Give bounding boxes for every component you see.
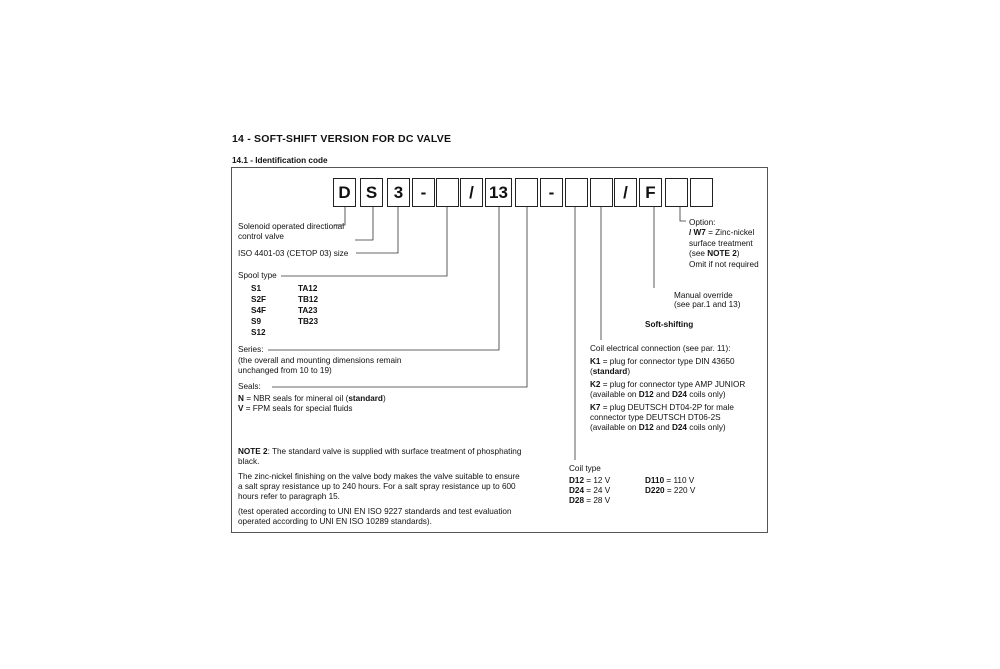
spool-type-title: Spool type xyxy=(238,271,277,280)
code-box-13: F xyxy=(639,178,662,207)
note2-p1a: NOTE 2: The standard valve is supplied with surface treatment of phosphating xyxy=(238,447,522,456)
note2-p2b: a salt spray resistance up to 240 hours. For a salt spray resistance up to 600 xyxy=(238,482,516,491)
spool-s1: S1 xyxy=(251,284,262,293)
code-box-2: S xyxy=(360,178,383,207)
note2-p3b: operated according to UNI EN ISO 10289 standards). xyxy=(238,517,432,526)
coil-type-d24: D24 = 24 V xyxy=(569,486,611,495)
spool-s12: S12 xyxy=(251,328,266,337)
coil-type-d12: D12 = 12 V xyxy=(569,476,611,485)
option-title: Option: xyxy=(689,218,716,227)
code-box-6: / xyxy=(460,178,483,207)
section-title: 14 - SOFT-SHIFT VERSION FOR DC VALVE xyxy=(232,133,452,145)
option-line4: Omit if not required xyxy=(689,260,759,269)
spool-ta12: TA12 xyxy=(298,284,318,293)
coil-conn-k7-line2: connector type DEUTSCH DT06-2S xyxy=(590,413,721,422)
note2-p2c: hours refer to paragraph 15. xyxy=(238,492,340,501)
subsection-title: 14.1 - Identification code xyxy=(232,156,328,165)
code-box-9: - xyxy=(540,178,563,207)
spool-s2f: S2F xyxy=(251,295,267,304)
option-line2: surface treatment xyxy=(689,239,753,248)
solenoid-line1: Solenoid operated directional xyxy=(238,222,345,231)
code-box-7: 13 xyxy=(485,178,512,207)
coil-conn-k7-line3: (available on D12 and D24 coils only) xyxy=(590,423,726,432)
spool-s9: S9 xyxy=(251,317,262,326)
option-line3: (see NOTE 2) xyxy=(689,249,740,258)
iso-size: ISO 4401-03 (CETOP 03) size xyxy=(238,249,349,258)
note2-p3a: (test operated according to UNI EN ISO 9227 standards and test evaluation xyxy=(238,507,512,516)
seals-v: V = FPM seals for special fluids xyxy=(238,404,353,413)
seals-title: Seals: xyxy=(238,382,261,391)
coil-conn-k2: K2 = plug for connector type AMP JUNIOR xyxy=(590,380,746,389)
spool-tb12: TB12 xyxy=(298,295,319,304)
code-box-3: 3 xyxy=(387,178,410,207)
option-w7: / W7 = Zinc-nickel xyxy=(689,228,755,237)
coil-conn-title: Coil electrical connection (see par. 11): xyxy=(590,344,731,353)
coil-conn-k7: K7 = plug DEUTSCH DT04-2P for male xyxy=(590,403,734,412)
code-box-12: / xyxy=(614,178,637,207)
manual-override-line2: (see par.1 and 13) xyxy=(674,300,741,309)
coil-type-d28: D28 = 28 V xyxy=(569,496,611,505)
spool-s4f: S4F xyxy=(251,306,267,315)
coil-type-title: Coil type xyxy=(569,464,601,473)
note2-p2a: The zinc-nickel finishing on the valve body makes the valve suitable to ensure xyxy=(238,472,520,481)
soft-shifting-label: Soft-shifting xyxy=(645,320,694,329)
coil-type-d110: D110 = 110 V xyxy=(645,476,695,485)
coil-conn-k1: K1 = plug for connector type DIN 43650 xyxy=(590,357,735,366)
note2-p1b: black. xyxy=(238,457,260,466)
code-box-4: - xyxy=(412,178,435,207)
coil-conn-k2-line2: (available on D12 and D24 coils only) xyxy=(590,390,726,399)
spool-ta23: TA23 xyxy=(298,306,318,315)
manual-override-line1: Manual override xyxy=(674,291,733,300)
coil-type-d220: D220 = 220 V xyxy=(645,486,696,495)
coil-conn-k1-line2: (standard) xyxy=(590,367,631,376)
solenoid-line2: control valve xyxy=(238,232,284,241)
code-box-1: D xyxy=(333,178,356,207)
series-line1: (the overall and mounting dimensions remain xyxy=(238,356,402,365)
series-title: Series: xyxy=(238,345,264,354)
seals-n: N = NBR seals for mineral oil (standard) xyxy=(238,394,386,403)
spool-tb23: TB23 xyxy=(298,317,319,326)
series-line2: unchanged from 10 to 19) xyxy=(238,366,332,375)
